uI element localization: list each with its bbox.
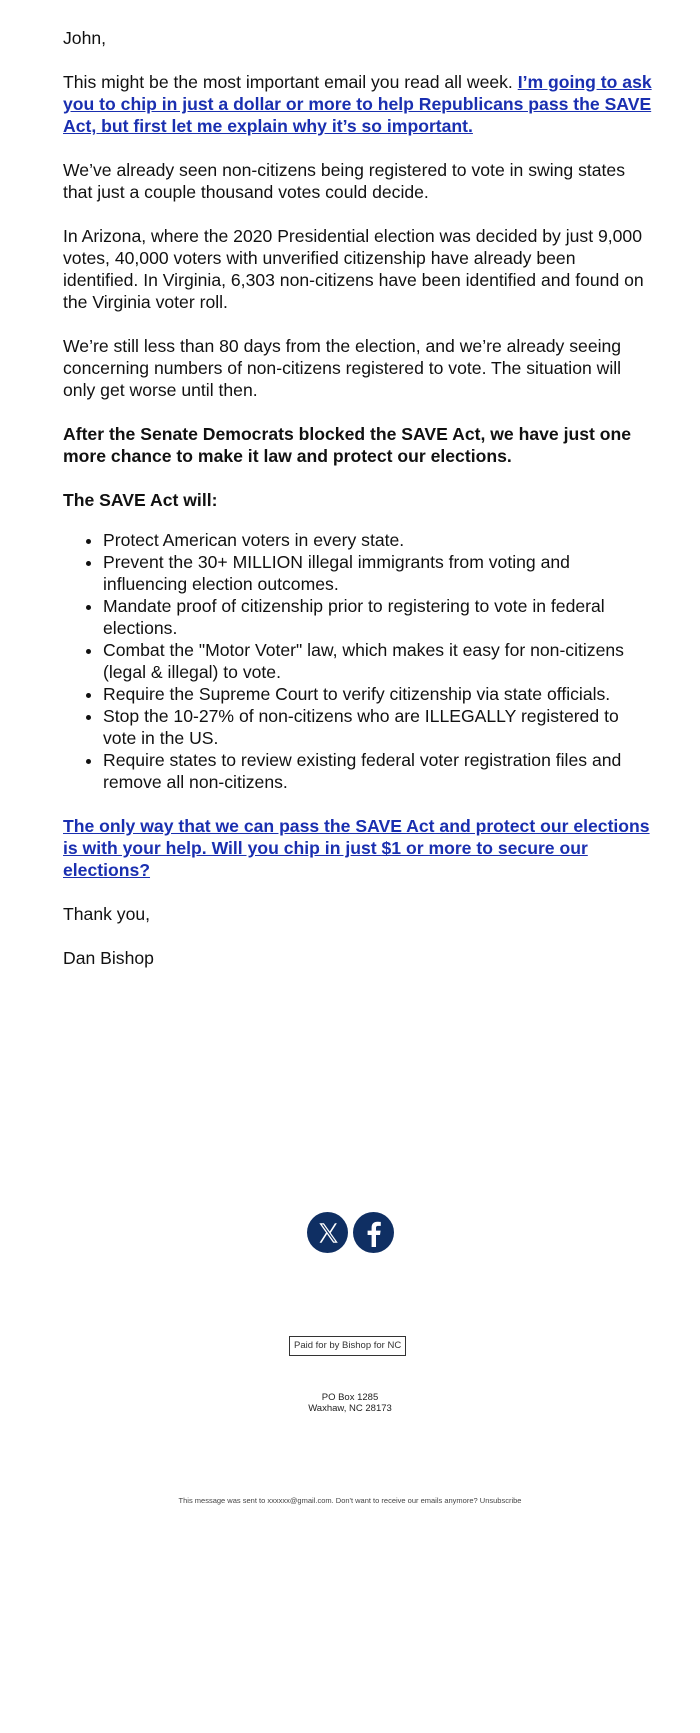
senate-paragraph: After the Senate Democrats blocked the SAVE Act, we have just one more chance to make it law and protect our elections. xyxy=(63,424,632,466)
facebook-icon[interactable] xyxy=(353,1212,394,1253)
list-item: • Stop the 10-27% of non-citizens who are ILLEGALLY registered to vote in the US. xyxy=(103,705,653,749)
intro-paragraph xyxy=(63,71,653,137)
signoff: Thank you, xyxy=(63,904,151,924)
facebook-glyph xyxy=(362,1219,386,1247)
cta-donate-link[interactable]: The only way that we can pass the SAVE Act and protect our elections is with your help. Will you chip in just $1 or more to secure our elections? xyxy=(63,816,650,880)
save-act-heading: The SAVE Act will: xyxy=(63,490,218,510)
footer-note xyxy=(0,1496,700,1505)
signature: Dan Bishop xyxy=(63,948,154,968)
list-item: • Protect American voters in every state. xyxy=(103,529,653,551)
swing-states-paragraph: We’ve already seen non-citizens being registered to vote in swing states that just a couple thousand votes could decide. xyxy=(63,160,626,202)
cta-paragraph xyxy=(63,815,653,881)
unsubscribe-link[interactable]: Unsubscribe xyxy=(479,1496,522,1505)
address-line-1: PO Box 1285 xyxy=(321,1392,379,1403)
list-item: • Require the Supreme Court to verify citizenship via state officials. xyxy=(103,683,653,705)
intro-donate-link[interactable]: I’m going to ask you to chip in just a dollar or more to help Republicans pass the SAVE Act, but first let me explain why it’s so important. xyxy=(63,72,652,136)
save-act-list xyxy=(63,529,653,793)
intro-text: This might be the most important email you read all week. xyxy=(63,72,518,92)
social-links xyxy=(307,1212,394,1253)
list-item: • Prevent the 30+ MILLION illegal immigrants from voting and influencing election outcomes. xyxy=(103,551,653,595)
list-item: • Mandate proof of citizenship prior to registering to vote in federal elections. xyxy=(103,595,653,639)
x-logo-icon[interactable] xyxy=(307,1212,348,1253)
list-item: • Combat the "Motor Voter" law, which makes it easy for non-citizens (legal & illegal) to vote. xyxy=(103,639,653,683)
x-logo-glyph xyxy=(315,1220,341,1246)
list-item: • Require states to review existing federal voter registration files and remove all non-citizens. xyxy=(103,749,653,793)
email-body xyxy=(63,27,653,991)
greeting: John, xyxy=(63,28,107,48)
paid-for-disclaimer: Paid for by Bishop for NC xyxy=(289,1336,406,1356)
arizona-paragraph: In Arizona, where the 2020 Presidential election was decided by just 9,000 votes, 40,000 voters with unverified citizenship have already been identified. In Virginia, 6,303 non-citizens have been identified and found on the Virginia voter roll. xyxy=(63,226,644,312)
address-line-2: Waxhaw, NC 28173 xyxy=(308,1403,392,1414)
days-paragraph: We’re still less than 80 days from the election, and we’re already seeing concerning numbers of non-citizens registered to vote. The situation will only get worse until then. xyxy=(63,336,622,400)
sent-to-text: This message was sent to xxxxxx@gmail.com. Don't want to receive our emails anymore? xyxy=(178,1496,480,1505)
